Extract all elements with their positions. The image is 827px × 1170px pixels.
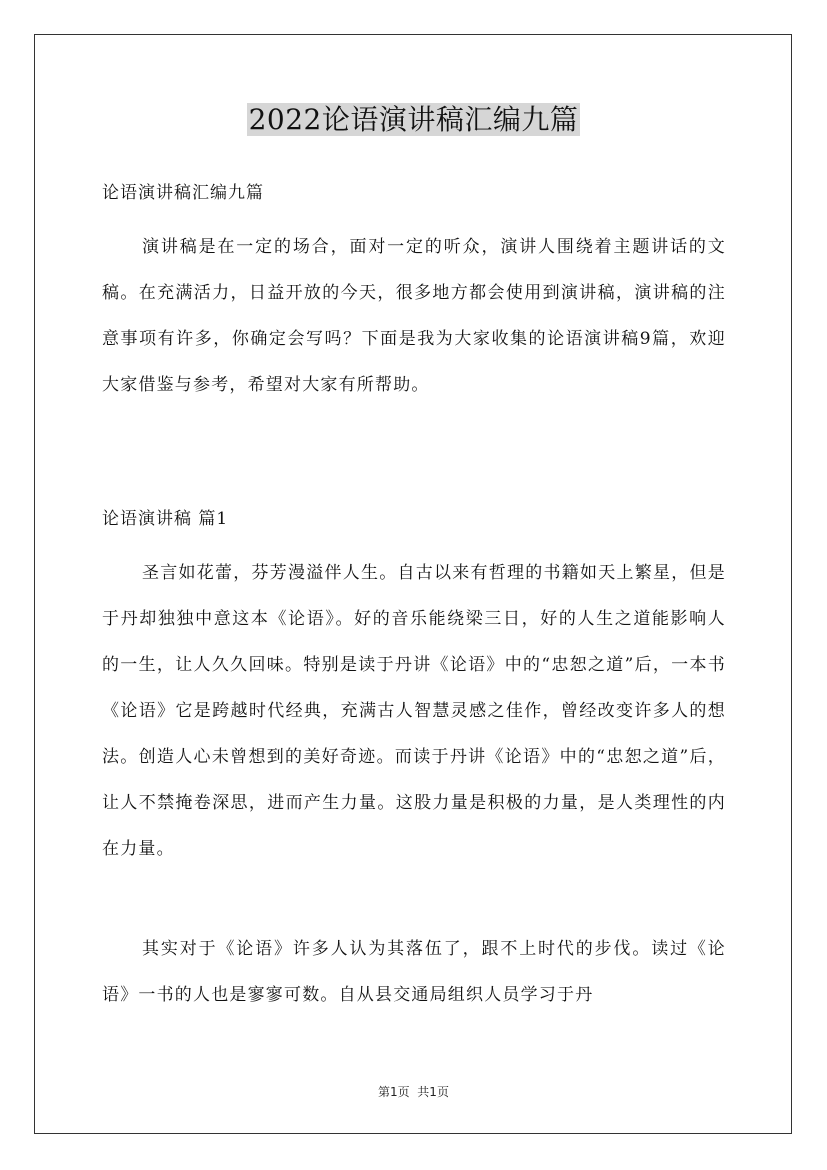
body-paragraph-2: 其实对于《论语》许多人认为其落伍了，跟不上时代的步伐。读过《论语》一书的人也是寥寥可数。自从县交通局组织人员学习于丹 <box>102 939 726 1005</box>
document-title-text: 2022论语演讲稿汇编九篇 <box>248 103 579 136</box>
document-title <box>0 98 827 142</box>
section-heading: 论语演讲稿 篇1 <box>102 509 229 529</box>
document-subtitle: 论语演讲稿汇编九篇 <box>102 183 264 203</box>
intro-paragraph: 演讲稿是在一定的场合，面对一定的听众，演讲人围绕着主题讲话的文稿。在充满活力，日益开放的今天，很多地方都会使用到演讲稿，演讲稿的注意事项有许多，你确定会写吗？下面是我为大家收集的论语演讲稿9篇，欢迎大家借鉴与参考，希望对大家有所帮助。 <box>102 237 726 395</box>
body-paragraph-1: 圣言如花蕾，芬芳漫溢伴人生。自古以来有哲理的书籍如天上繁星，但是于丹却独独中意这本《论语》。好的音乐能绕梁三日，好的人生之道能影响人的一生，让人久久回味。特别是读于丹讲《论语》中的“忠恕之道”后，一本书《论语》它是跨越时代经典，充满古人智慧灵感之佳作，曾经改变许多人的想法。创造人心未曾想到的美好奇迹。而读于丹讲《论语》中的“忠恕之道”后，让人不禁掩卷深思，进而产生力量。这股力量是积极的力量，是人类理性的内在力量。 <box>102 563 726 859</box>
page-footer: 第1页 共1页 <box>378 1085 449 1099</box>
